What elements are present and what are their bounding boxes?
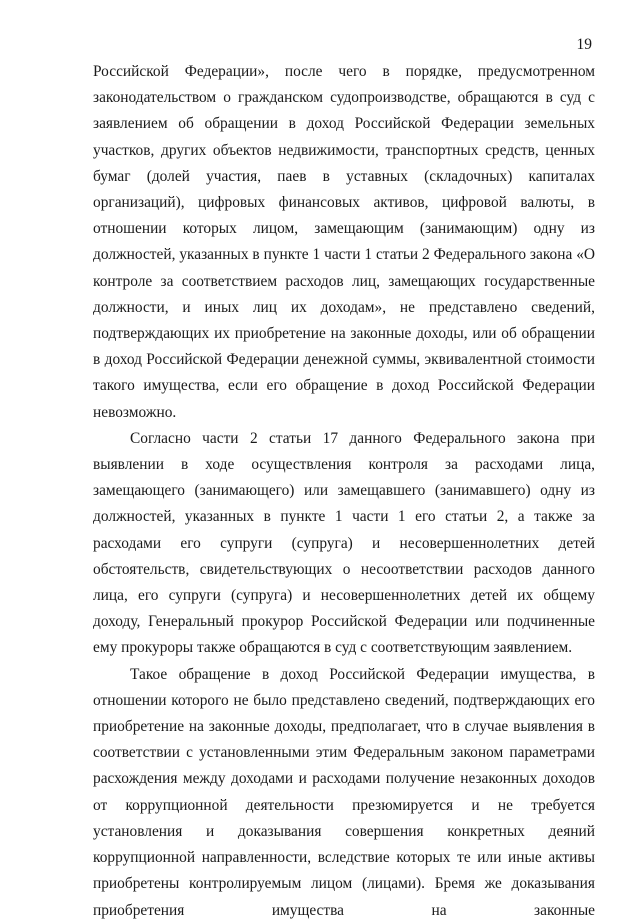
page-number: 19 <box>576 36 592 53</box>
paragraph-continuation: Российской Федерации», после чего в порядке, предусмотренном законодательством о гражданском судопроизводстве, обращаются в суд с заявлением об обращении в доход Российской Федерации земельных участков, других объектов недвижимости, транспортных средств, ценных бумаг (долей участия, паев в уставных (складочных) капиталах организаций), цифровых финансовых активов, цифровой валюты, в отношении которых лицом, замещающим (занимающим) одну из должностей, указанных в пункте 1 части 1 статьи 2 Федерального закона «О контроле за соответствием расходов лиц, замещающих государственные должности, и иных лиц их доходам», не представлено сведений, подтверждающих их приобретение на законные доходы, или об обращении в доход Российской Федерации денежной суммы, эквивалентной стоимости такого имущества, если его обращение в доход Российской Федерации невозможно. <box>93 63 595 421</box>
document-body <box>93 59 595 924</box>
paragraph-article-17: Согласно части 2 статьи 17 данного Федерального закона при выявлении в ходе осуществления контроля за расходами лица, замещающего (занимающего) или замещавшего (занимавшего) одну из должностей, указанных в пункте 1 части 1 его статьи 2, а также за расходами его супруги (супруга) и несовершеннолетних детей обстоятельств, свидетельствующих о несоответствии расходов данного лица, его супруги (супруга) и несовершеннолетних детей их общему доходу, Генеральный прокурор Российской Федерации или подчиненные ему прокуроры также обращаются в суд с соответствующим заявлением. <box>93 429 595 657</box>
paragraph-burden-of-proof: Такое обращение в доход Российской Федерации имущества, в отношении которого не было представлено сведений, подтверждающих его приобретение на законные доходы, предполагает, что в случае выявления в соответствии с установленными этим Федеральным законом параметрами расхождения между доходами и расходами получение незаконных доходов от коррупционной деятельности презюмируется и не требуется установления и доказывания совершения конкретных деяний коррупционной направленности, вследствие которых те или иные активы приобретены контролируемым лицом (лицами). Бремя же доказывания приобретения имущества на законные <box>93 665 595 919</box>
